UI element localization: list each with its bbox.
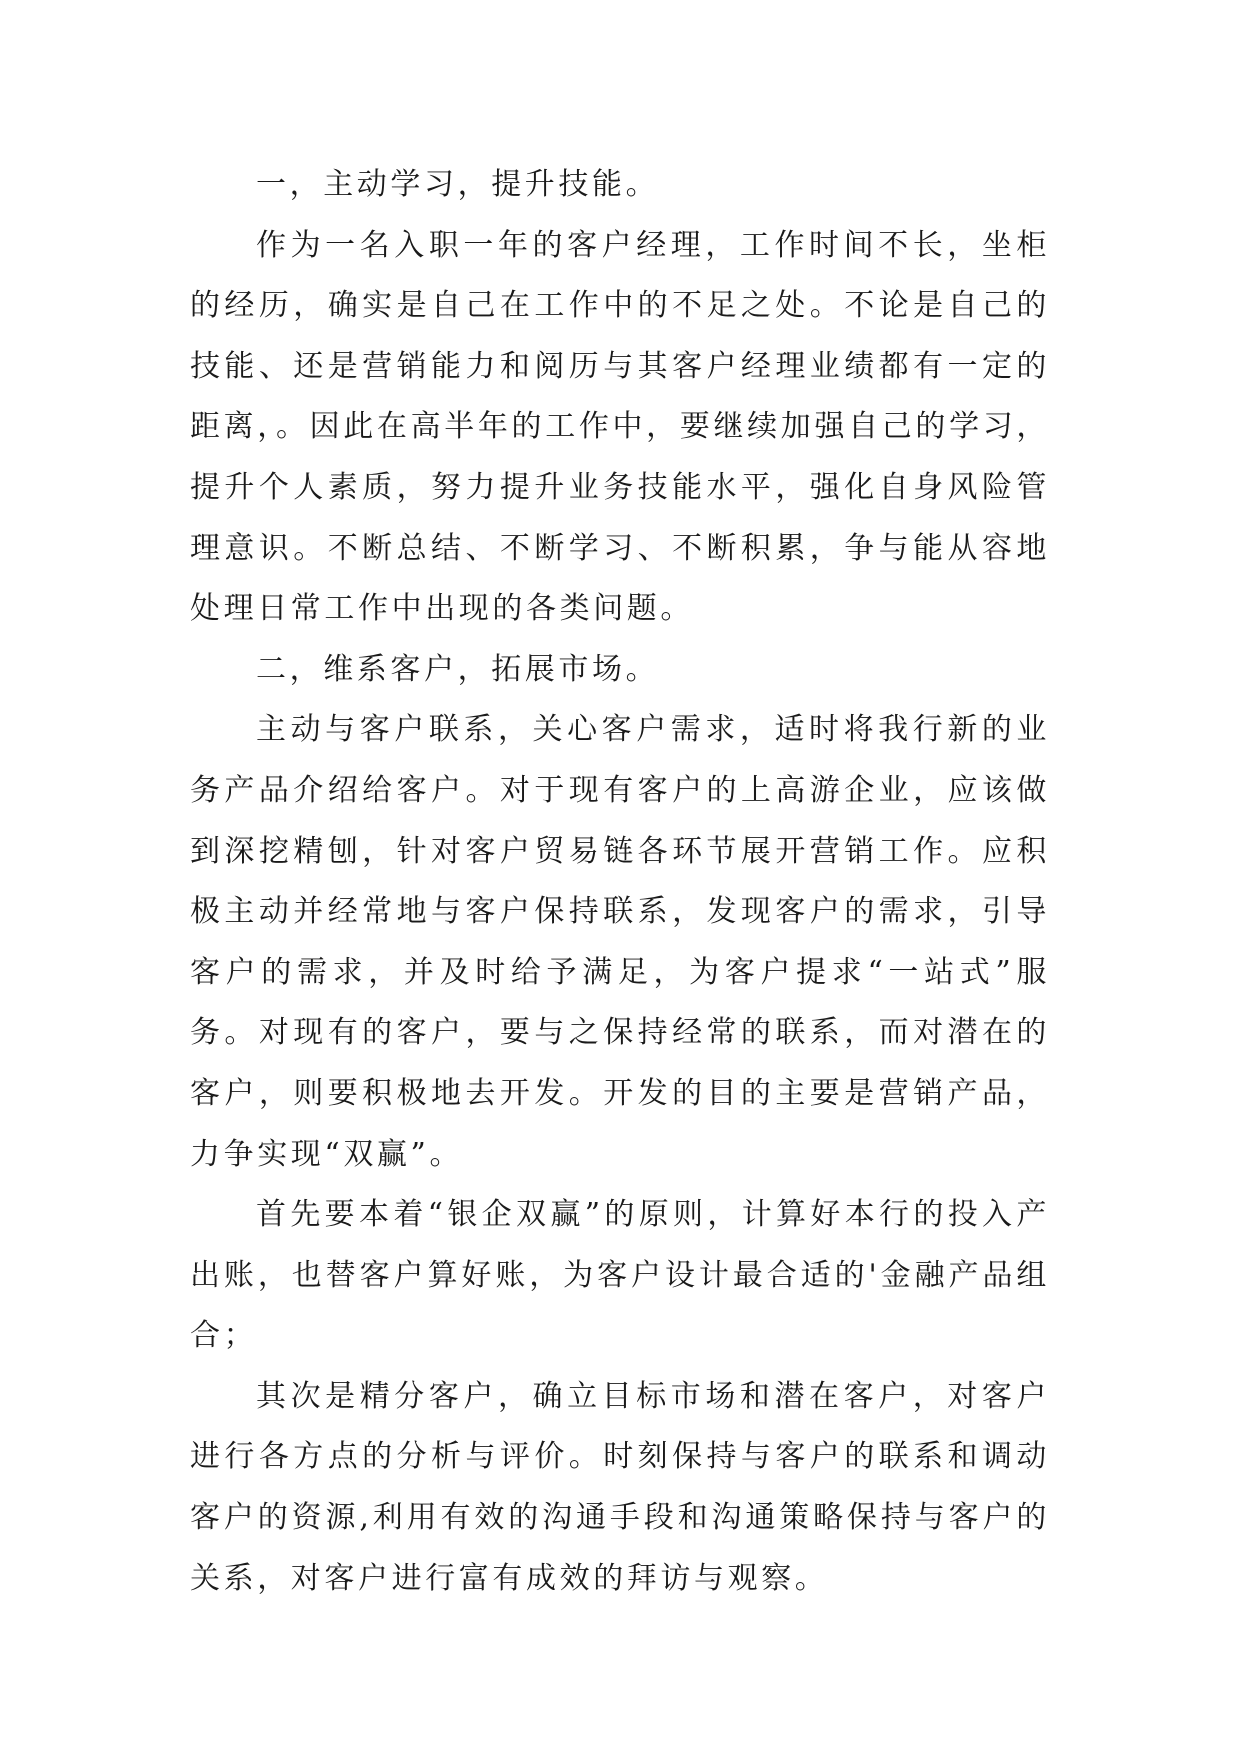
body-paragraph: 其次是精分客户，确立目标市场和潜在客户，对客户进行各方点的分析与评价。时刻保持与客户的联系和调动客户的资源,利用有效的沟通手段和沟通策略保持与客户的关系，对客户进行富有成效的拜访与观察。 [190,1378,1050,1596]
body-paragraph: 主动与客户联系，关心客户需求，适时将我行新的业务产品介绍给客户。对于现有客户的上高游企业，应该做到深挖精刨，针对客户贸易链各环节展开营销工作。应积极主动并经常地与客户保持联系，发现客户的需求，引导客户的需求，并及时给予满足，为客户提求“一站式”服务。对现有的客户，要与之保持经常的联系，而对潜在的客户，则要积极地去开发。开发的目的主要是营销产品，力争实现“双赢”。 [190,712,1050,1172]
document-body [190,155,1050,1609]
section-heading-2: 二，维系客户，拓展市场。 [256,651,660,687]
body-paragraph: 作为一名入职一年的客户经理，工作时间不长，坐柜的经历，确实是自己在工作中的不足之处。不论是自己的技能、还是营销能力和阅历与其客户经理业绩都有一定的距离，。因此在高半年的工作中，要继续加强自己的学习，提升个人素质，努力提升业务技能水平，强化自身风险管理意识。不断总结、不断学习、不断积累，争与能从容地处理日常工作中出现的各类问题。 [190,227,1050,627]
body-paragraph: 首先要本着“银企双赢”的原则，计算好本行的投入产出账，也替客户算好账，为客户设计最合适的'金融产品组合； [190,1197,1050,1354]
section-heading-1: 一，主动学习，提升技能。 [256,167,660,202]
